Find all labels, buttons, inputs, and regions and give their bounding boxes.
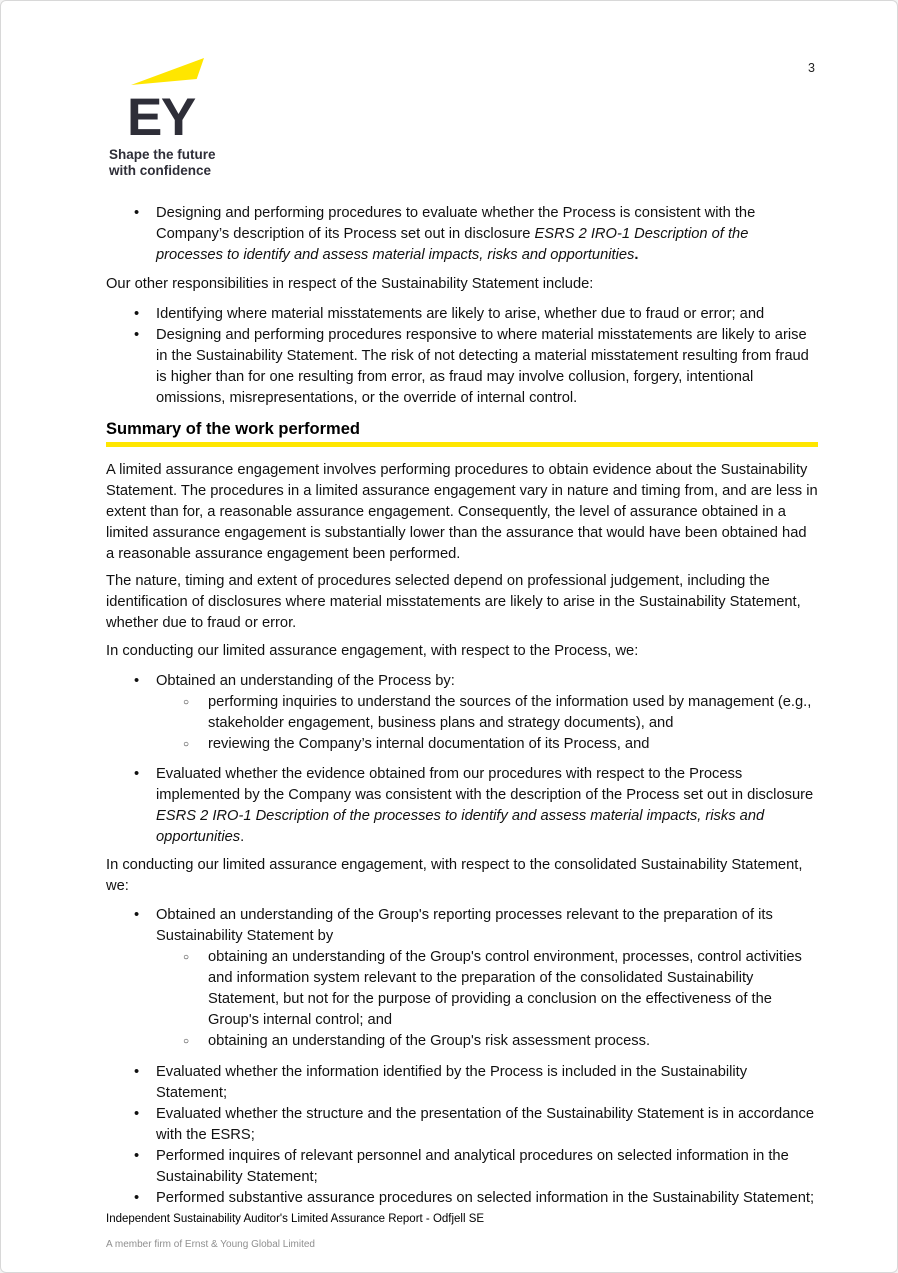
bullet-item-performed-inquires [106,1146,818,1188]
text-run: . [240,828,245,845]
paragraph-conducting-process: In conducting our limited assurance engagement, with respect to the Process, we: [106,642,639,659]
sub-bullet-text: obtaining an understanding of the Group's control environment, processes, control activities and information system relevant to the preparation of the consolidated Sustainability Statement, but not for the purpose of providing a conclusion on the effectiveness of the Group's internal control; and [208,948,802,1028]
bullet-item-designing-evaluate [106,203,818,266]
footer-report-title: Independent Sustainability Auditor's Limited Assurance Report - Odfjell SE [106,1213,485,1225]
circle-bullet-icon: ○ [183,1035,190,1047]
tagline-line-2: with confidence [109,163,212,178]
yellow-rule [106,442,818,447]
bullet-icon: • [134,327,140,343]
bullet-text [156,203,818,266]
bullet-item-obtained-process [106,671,818,692]
sub-bullet-risk-assessment [106,1031,818,1052]
bullet-item-designing-responsive [106,325,818,409]
text-run-italic: ESRS 2 IRO-1 Description of the processes to identify and assess material impacts, risks and opportunities [156,807,765,845]
bullet-item-obtained-group [106,905,818,947]
bullet-item-performed-substantive [106,1188,818,1209]
circle-bullet-icon: ○ [183,951,190,963]
sub-bullet-text: obtaining an understanding of the Group's risk assessment process. [208,1032,651,1049]
circle-bullet-icon: ○ [183,696,190,708]
bullet-icon: • [134,205,140,221]
text-run: Designing and performing procedures to evaluate whether the Process is consistent with the Company’s description of its Process set out in disclosure [156,205,756,242]
bullet-icon: • [134,765,140,782]
text-run-italic: ESRS 2 IRO-1 Description of the processes to identify and assess material impacts, risks and opportunities [156,226,749,263]
bullet-icon: • [134,1189,140,1206]
bullet-text: Identifying where material misstatements are likely to arise, whether due to fraud or error; and [156,306,765,322]
ey-wordmark: EY [127,88,195,147]
paragraph-limited-assurance: A limited assurance engagement involves performing procedures to obtain evidence about the Sustainability Statement. The procedures in a limited assurance engagement vary in nature and timing from, and are less in extent than for, a reasonable assurance engagement. Consequently, the level of assurance obtained in a limited assurance engagement is substantially lower than the assurance that would have been obtained had a reasonable assurance engagement been performed. [106,461,818,562]
bullet-text: Performed substantive assurance procedures on selected information in the Sustainability Statement; [156,1189,815,1206]
paragraph-nature-timing: The nature, timing and extent of procedures selected depend on professional judgement, including the identification of disclosures where material misstatements are likely to arise in the Sustainability Statement, whether due to fraud or error. [106,572,801,631]
circle-bullet-icon: ○ [183,738,190,750]
ey-beam-icon [131,58,204,85]
section-heading-summary: Summary of the work performed [106,420,360,438]
bullet-item-evaluated-evidence [106,764,818,848]
bullet-icon: • [134,906,140,923]
paragraph-other-responsibilities: Our other responsibilities in respect of the Sustainability Statement include: [106,276,594,292]
bullet-text [156,764,818,848]
text-run: Evaluated whether the evidence obtained from our procedures with respect to the Process implemented by the Company was consistent with the description of the Process set out in disclosure [156,765,814,803]
bullet-text: Obtained an understanding of the Group's reporting processes relevant to the preparation of its Sustainability Statement by [156,906,773,944]
paragraph-conducting-consolidated: In conducting our limited assurance engagement, with respect to the consolidated Sustainability Statement, we: [106,856,803,894]
bullet-item-evaluated-information [106,1062,818,1104]
bullet-icon: • [134,306,140,322]
sub-bullet-control-environment [106,947,818,1031]
bullet-text: Evaluated whether the information identified by the Process is included in the Sustainability Statement; [156,1063,748,1101]
tagline-line-1: Shape the future [109,147,216,162]
sub-bullet-performing-inquiries [106,692,818,734]
bullet-text: Performed inquires of relevant personnel and analytical procedures on selected information in the Sustainability Statement; [156,1147,789,1185]
sub-bullet-reviewing-documentation [106,734,818,755]
text-run-bold: . [634,247,639,263]
footer-member-firm: A member firm of Ernst & Young Global Limited [106,1239,315,1250]
bullet-icon: • [134,1063,140,1080]
bullet-item-identifying [106,304,818,325]
bullet-text: Designing and performing procedures responsive to where material misstatements are likely to arise in the Sustainability Statement. The risk of not detecting a material misstatement resulting from fraud is higher than for one resulting from error, as fraud may involve collusion, forgery, intentional omissions, misrepresentations, or the override of internal control. [156,327,809,406]
bullet-icon: • [134,1105,140,1122]
ey-tagline [109,147,216,179]
bullet-icon: • [134,1147,140,1164]
bullet-item-evaluated-structure [106,1104,818,1146]
bullet-text: Obtained an understanding of the Process by: [156,672,455,689]
bullet-icon: • [134,672,140,689]
sub-bullet-text: reviewing the Company’s internal documentation of its Process, and [208,735,650,752]
sub-bullet-text: performing inquiries to understand the sources of the information used by management (e.g., stakeholder engagement, business plans and strategy documents), and [208,693,812,731]
page-number: 3 [808,61,815,75]
bullet-text: Evaluated whether the structure and the presentation of the Sustainability Statement is in accordance with the ESRS; [156,1105,815,1143]
document-body [106,203,818,1209]
